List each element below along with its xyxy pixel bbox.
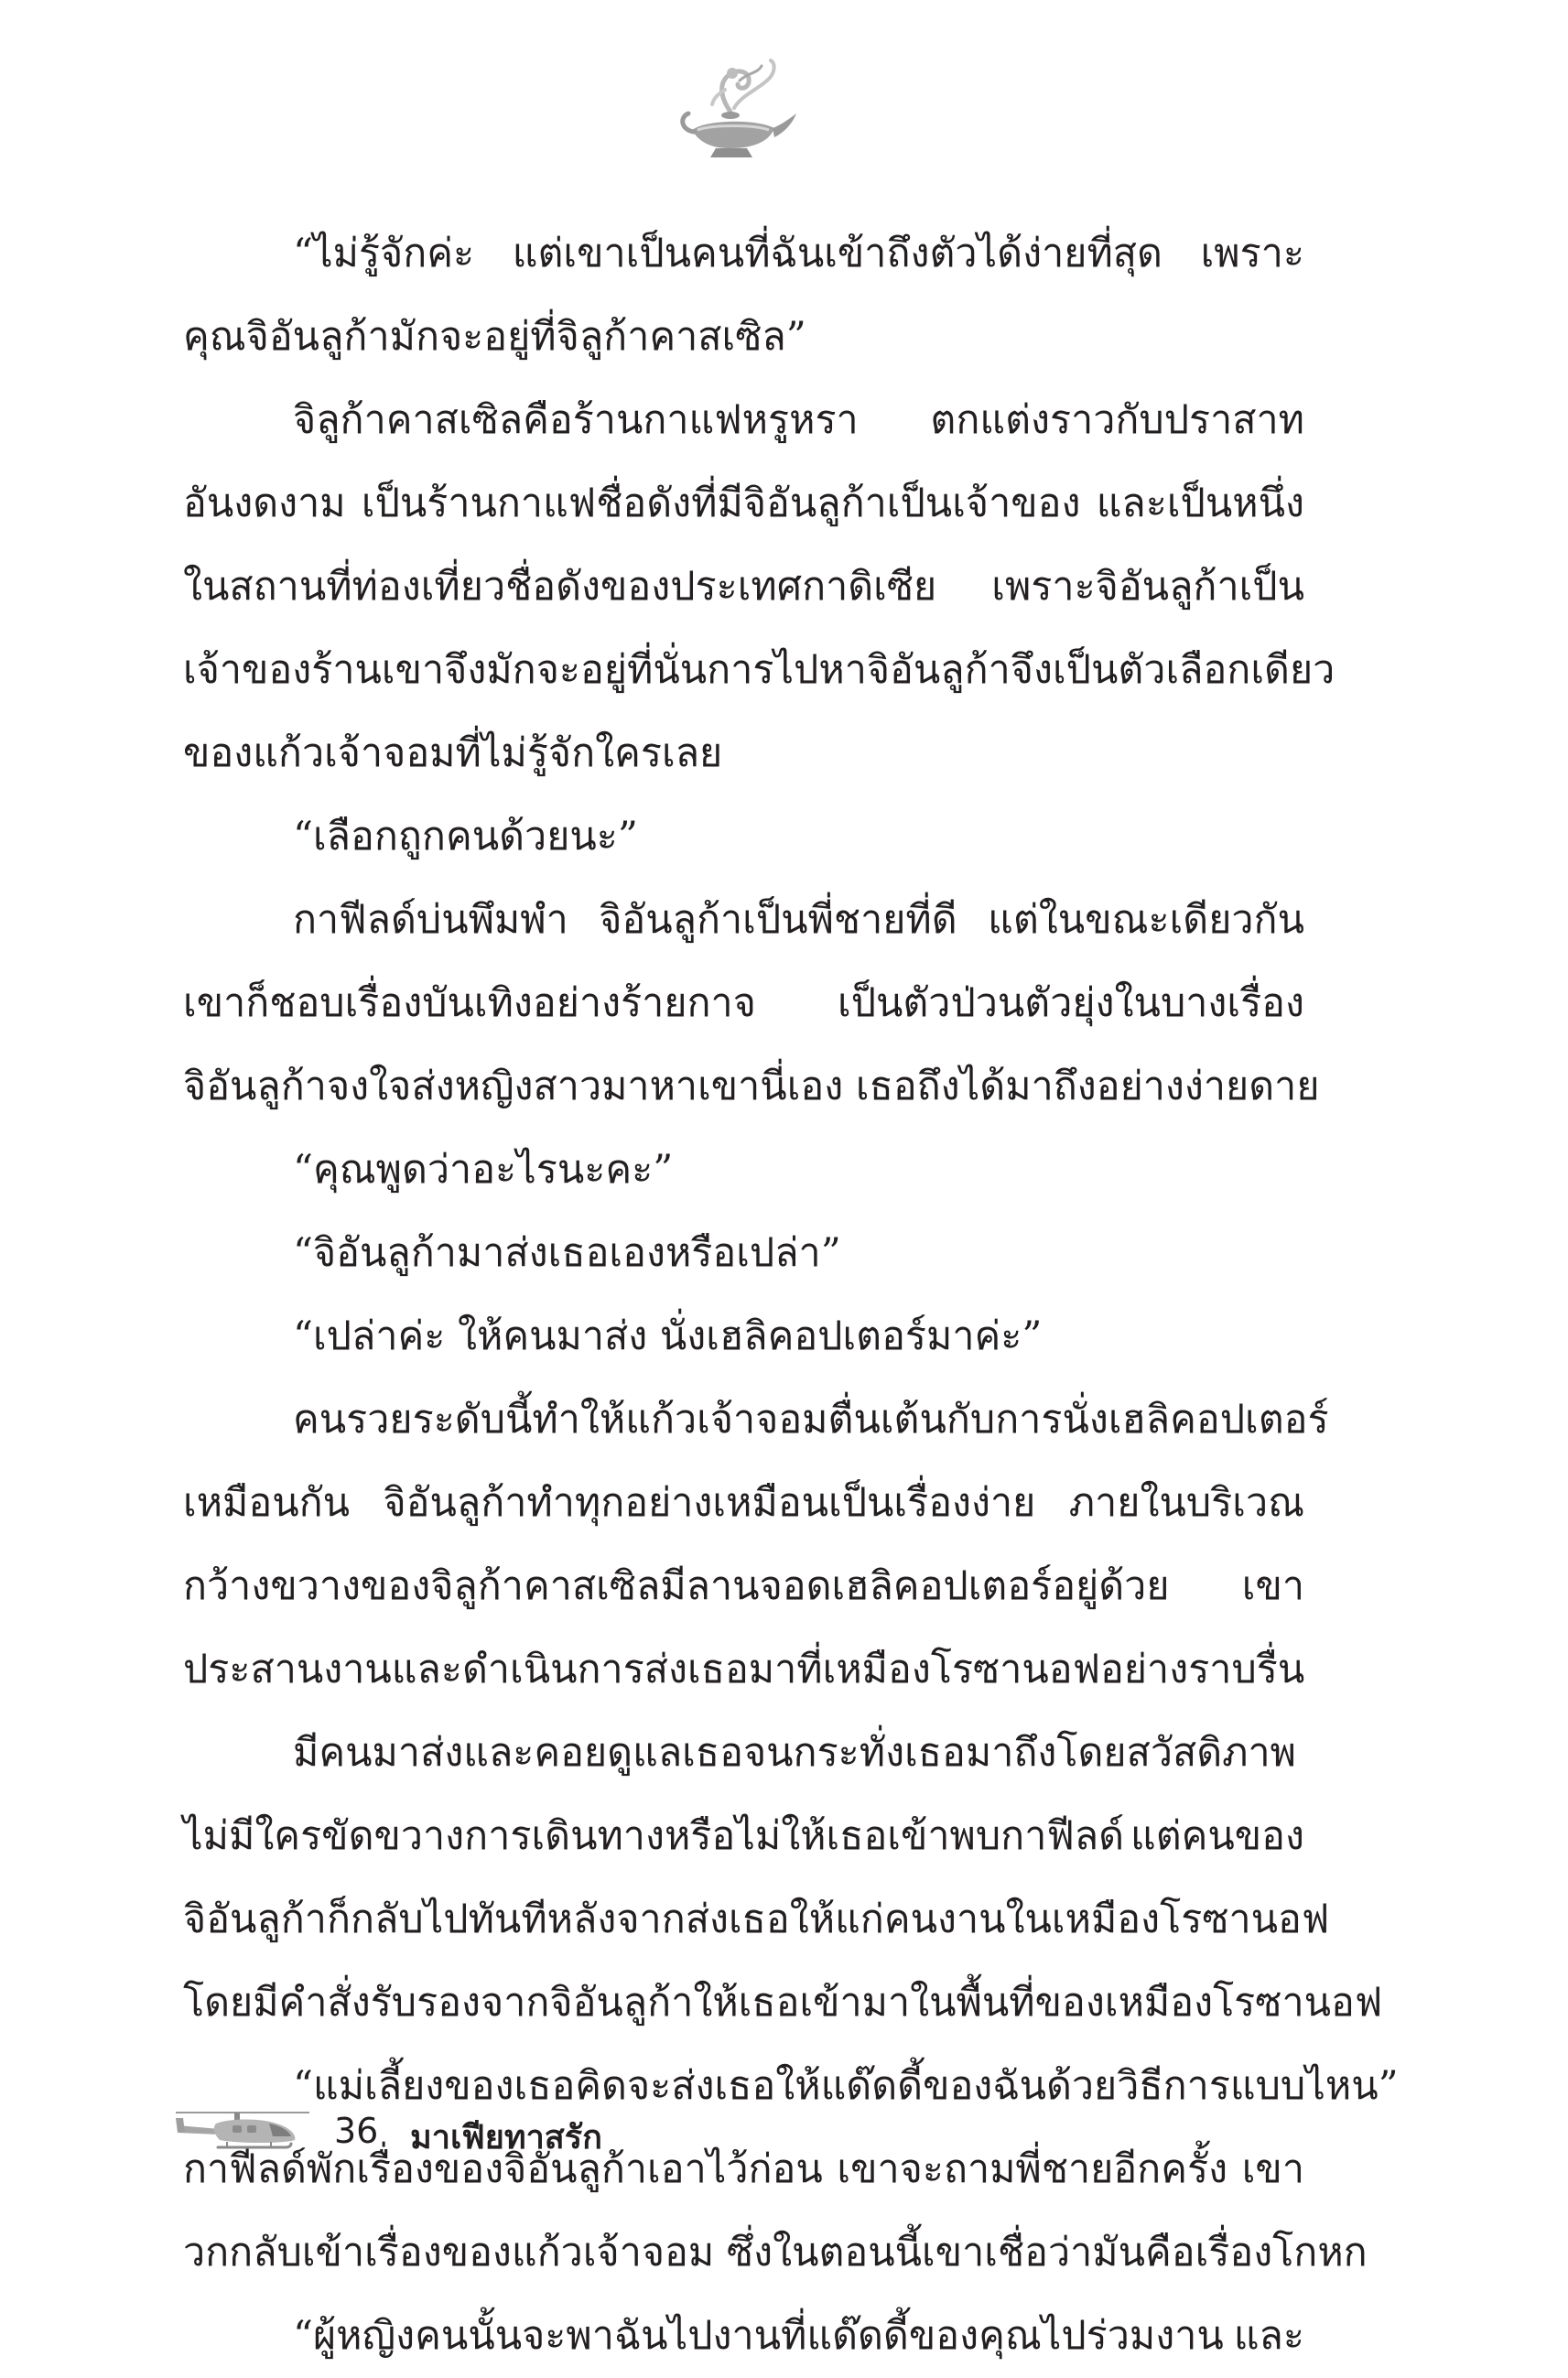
line-word: คนรวยระดับนี้ทำให้แก้วเจ้าจอมตื่นเต้นกับการนั่งเฮลิคอปเตอร์ xyxy=(293,1397,1329,1443)
line-text: “คุณพูดว่าอะไรนะคะ” xyxy=(293,1147,674,1193)
page-footer xyxy=(174,2105,815,2160)
line-word: กาฟีลด์พักเรื่องของจิอันลูก้าเอาไว้ก่อน xyxy=(183,2146,823,2192)
text-line xyxy=(183,1129,1304,1212)
line-word: แต่คนของ xyxy=(1130,1813,1304,1859)
line-text: “เปล่าค่ะ ให้คนมาส่ง นั่งเฮลิคอปเตอร์มาค่ะ” xyxy=(293,1313,1043,1359)
line-text: “จิอันลูก้ามาส่งเธอเองหรือเปล่า” xyxy=(293,1230,841,1276)
line-word: เป็นตัวป่วนตัวยุ่งในบางเรื่อง xyxy=(838,980,1304,1026)
line-text: วกกลับเข้าเรื่องของแก้วเจ้าจอม ซึ่งในตอนนี้เขาเชื่อว่ามันคือเรื่องโกหก xyxy=(183,2230,1368,2275)
text-line xyxy=(183,1628,1304,1712)
text-line xyxy=(183,212,1304,296)
line-word: กาฟีลด์บ่นพึมพำ xyxy=(293,897,568,943)
line-text: คุณจิอันลูก้ามักจะอยู่ที่จิลูก้าคาสเซิล” xyxy=(183,314,806,360)
line-word: จิอันลูก้าก็กลับไปทันที xyxy=(183,1897,547,1942)
line-word: เขา xyxy=(1241,2146,1304,2192)
line-word: หลังจากส่งเธอให้แก่คนงานในเหมืองโรซานอฟ xyxy=(546,1897,1330,1942)
line-word: เป็นร้านกาแฟชื่อดังที่มีจิอันลูก้าเป็นเจ้าของ xyxy=(361,481,1081,526)
line-text: ของแก้วเจ้าจอมที่ไม่รู้จักใครเลย xyxy=(183,730,723,776)
helicopter-icon xyxy=(174,2105,311,2155)
text-line xyxy=(183,2211,1368,2295)
text-line xyxy=(183,795,1304,879)
text-line xyxy=(183,1462,1304,1545)
line-text: โดยมีคำสั่งรับรองจากจิอันลูก้าให้เธอเข้ามาในพื้นที่ของเหมืองโรซานอฟ xyxy=(183,1980,1383,2026)
text-line xyxy=(183,1045,1320,1129)
line-text: “เลือกถูกคนด้วยนะ” xyxy=(293,814,638,859)
line-word: กว้างขวางของจิลูก้าคาสเซิลมีลานจอดเฮลิคอปเตอร์อยู่ด้วย xyxy=(183,1563,1170,1609)
line-word: ในสถานที่ท่องเที่ยวชื่อดังของประเทศกาดิเซีย xyxy=(183,564,937,610)
line-word: จิอันลูก้าเป็นพี่ชายที่ดี xyxy=(599,897,957,943)
text-line xyxy=(183,1295,1304,1378)
text-line xyxy=(183,1712,1304,1795)
line-word: “ไม่รู้จักค่ะ xyxy=(293,231,475,276)
line-word: เขาจึงมักจะอยู่ที่นั่น xyxy=(381,647,708,693)
line-word: เขาจะถามพี่ชายอีกครั้ง xyxy=(837,2146,1228,2192)
line-word: จิอันลูก้าทำทุกอย่างเหมือนเป็นเรื่องง่าย xyxy=(383,1480,1036,1526)
line-word: และเป็นหนึ่ง xyxy=(1096,481,1304,526)
text-line xyxy=(183,1962,1383,2045)
line-word: ตกแต่งราวกับปราสาท xyxy=(930,397,1304,443)
text-line xyxy=(183,2295,1304,2378)
line-word: การไปหาจิอันลูก้าจึงเป็นตัวเลือกเดียว xyxy=(707,647,1336,693)
line-word: อันงดงาม xyxy=(183,481,346,526)
page-number: 36 xyxy=(334,2111,379,2151)
body-text xyxy=(183,212,1399,2378)
line-word: เขาก็ชอบเรื่องบันเทิงอย่างร้ายกาจ xyxy=(183,980,756,1026)
text-line xyxy=(183,546,1304,629)
text-line xyxy=(183,1545,1304,1628)
line-word: เพราะ xyxy=(1200,231,1304,276)
line-word: แต่ในขณะเดียวกัน xyxy=(988,897,1304,943)
line-word: “ผู้หญิงคนนั้นจะพาฉันไปงานที่แด๊ดดี้ของคุณไปร่วมงาน xyxy=(293,2313,1224,2359)
line-word: จิลูก้าคาสเซิลคือร้านกาแฟหรูหรา xyxy=(293,397,859,443)
line-word: เขา xyxy=(1241,1563,1304,1609)
line-word: มีคนมาส่งและคอยดูแลเธอจนกระทั่งเธอมาถึงโดยสวัสดิภาพ xyxy=(293,1730,1296,1776)
line-word: เพราะจิอันลูก้าเป็น xyxy=(991,564,1304,610)
line-text: ประสานงานและดำเนินการส่งเธอมาที่เหมืองโรซานอฟอย่างราบรื่น xyxy=(183,1647,1305,1692)
text-line xyxy=(183,296,1304,379)
text-line xyxy=(183,879,1304,962)
line-word: ไม่มีใครขัดขวางการเดินทางหรือไม่ให้เธอเข้าพบกาฟีลด์ xyxy=(183,1813,1125,1859)
line-word: แต่เขาเป็นคนที่ฉันเข้าถึงตัวได้ง่ายที่สุด xyxy=(512,231,1162,276)
text-line xyxy=(183,379,1304,462)
line-text: “แม่เลี้ยงของเธอคิดจะส่งเธอให้แด๊ดดี้ของฉันด้วยวิธีการแบบไหน” xyxy=(293,2063,1399,2109)
text-line xyxy=(183,1878,1330,1962)
text-line xyxy=(183,1378,1329,1462)
line-word: ภายในบริเวณ xyxy=(1068,1480,1304,1526)
genie-lamp-icon xyxy=(674,53,802,163)
text-line xyxy=(183,1212,1304,1295)
text-line xyxy=(183,462,1304,546)
line-word: เหมือนกัน xyxy=(183,1480,351,1526)
text-line xyxy=(183,629,1336,712)
book-title: มาเฟียทาสรัก xyxy=(410,2119,602,2156)
line-word: เจ้าของร้าน xyxy=(183,647,382,693)
line-word: และ xyxy=(1233,2313,1304,2359)
text-line xyxy=(183,712,1304,795)
text-line xyxy=(183,962,1304,1045)
text-line xyxy=(183,1795,1304,1878)
line-text: จิอันลูก้าจงใจส่งหญิงสาวมาหาเขานี่เอง เธอถึงได้มาถึงอย่างง่ายดาย xyxy=(183,1064,1320,1109)
